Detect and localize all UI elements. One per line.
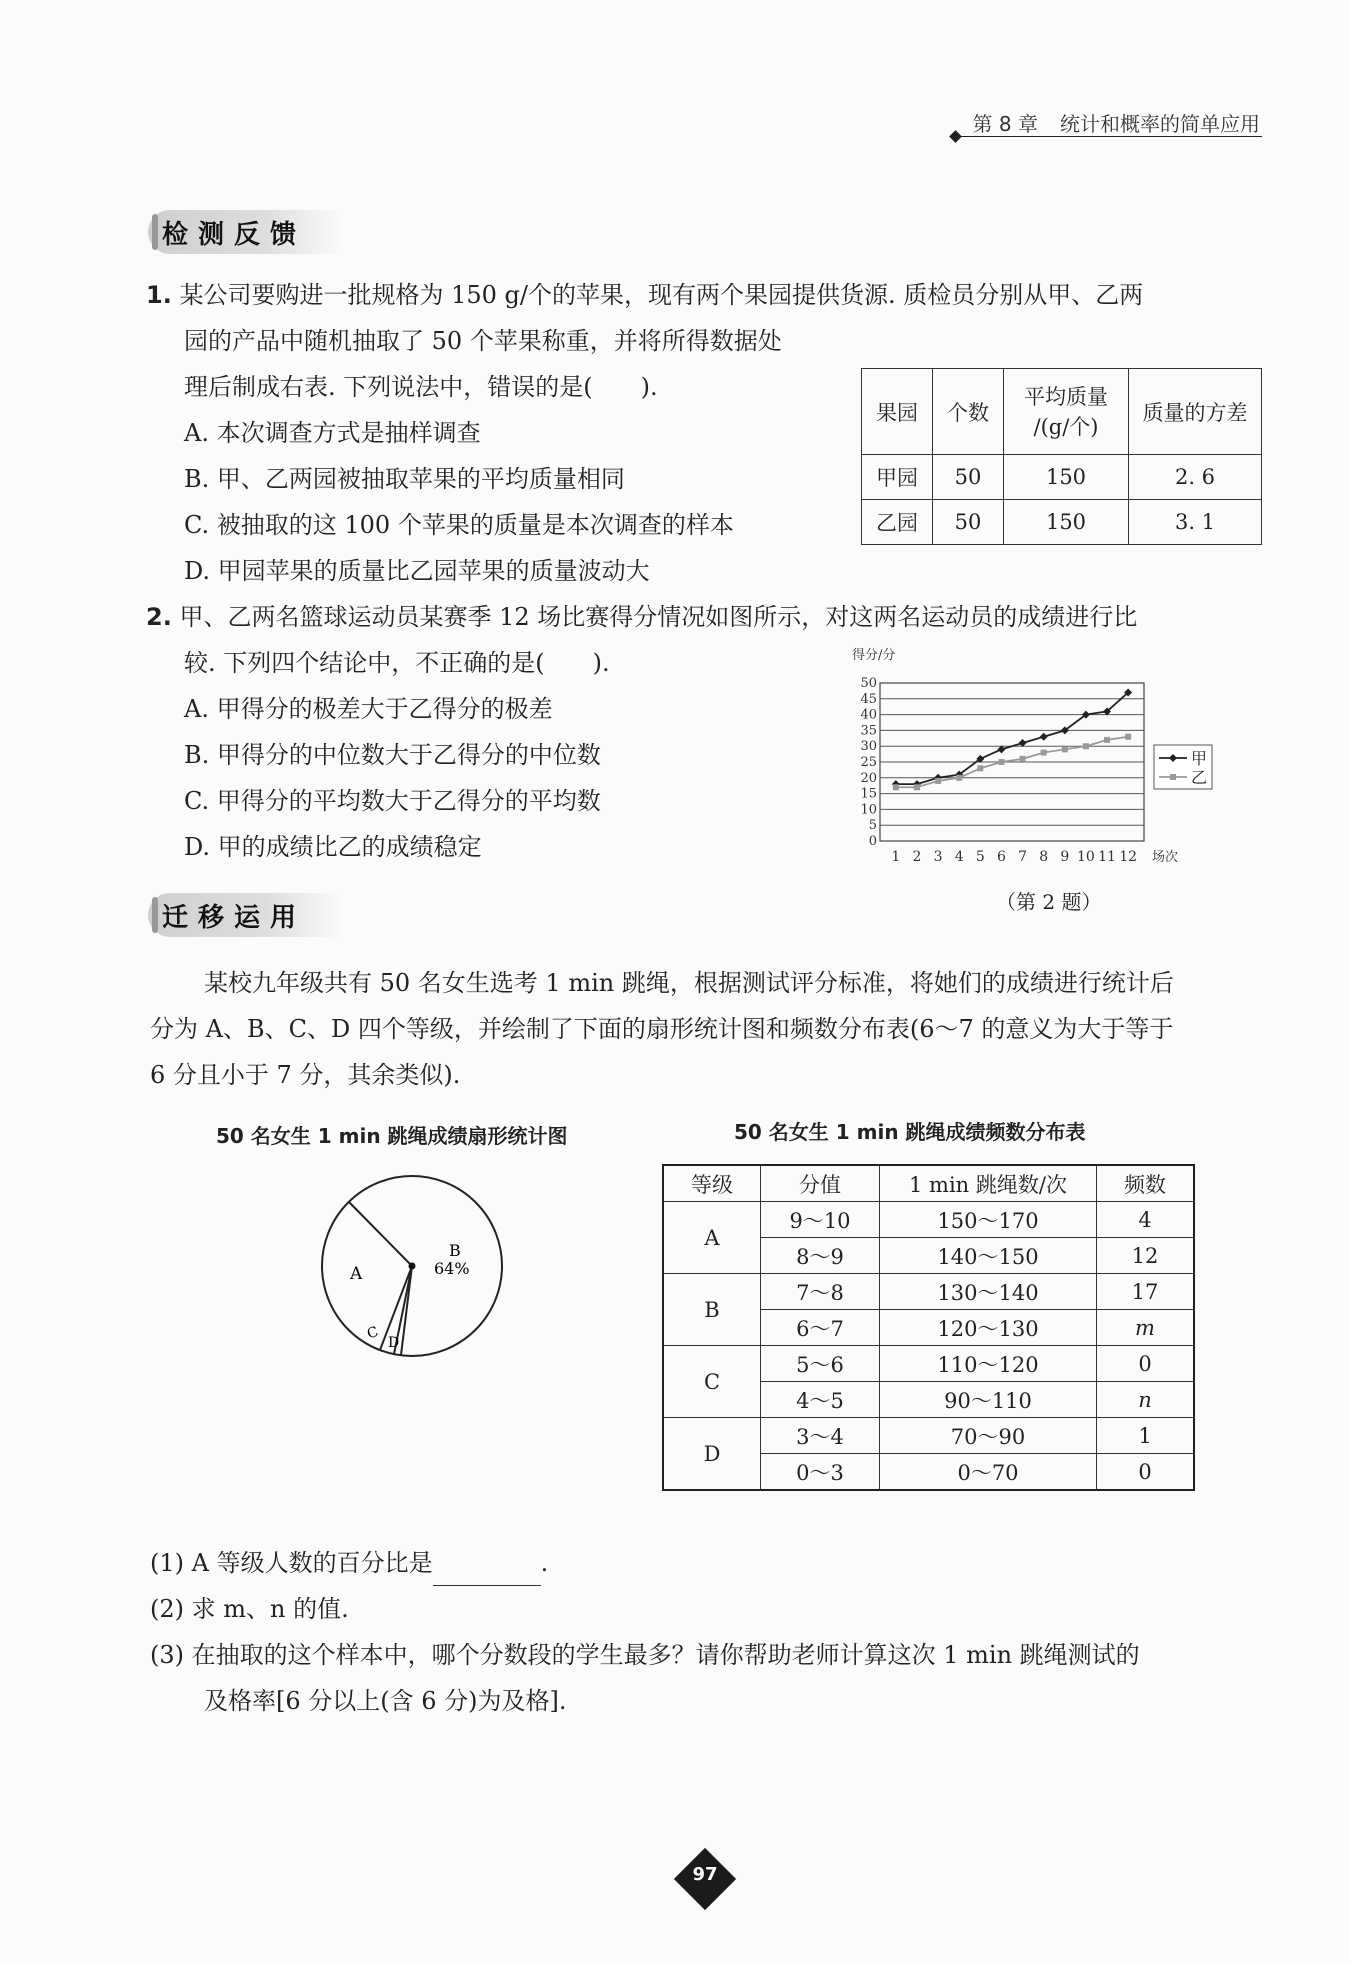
- table-row: [862, 500, 1262, 545]
- q1-stem-3: 理后制成右表. 下列说法中，错误的是( ).: [184, 373, 658, 401]
- table-cell: 50: [933, 455, 1004, 500]
- table-cell: 3. 1: [1129, 500, 1262, 545]
- table-cell: 5～6: [761, 1346, 880, 1382]
- table-row: [663, 1274, 1194, 1310]
- frequency-table-title: 50 名女生 1 min 跳绳成绩频数分布表: [734, 1120, 1086, 1144]
- y-tick-label: 5: [868, 818, 877, 834]
- table-cell: 0～3: [761, 1454, 880, 1491]
- q2-line1: [146, 594, 1137, 640]
- frequency-table: [662, 1164, 1195, 1491]
- grade-cell: C: [663, 1346, 761, 1418]
- data-point: [998, 759, 1004, 765]
- x-tick-label: 1: [891, 849, 901, 865]
- table-header-line: /(g/个): [1033, 414, 1099, 439]
- orchard-table: [861, 368, 1262, 545]
- table-header-row: [663, 1165, 1194, 1202]
- subquestion-1-end: .: [540, 1549, 549, 1577]
- subquestion-2: (2) 求 m、n 的值.: [150, 1595, 349, 1623]
- table-cell: 150～170: [880, 1202, 1097, 1238]
- table-row: [663, 1418, 1194, 1454]
- table-cell: 150: [1004, 500, 1129, 545]
- table-row: [862, 455, 1262, 500]
- table-cell: n: [1097, 1382, 1195, 1418]
- pie-divider-a: [349, 1202, 412, 1266]
- line-chart-svg: [850, 645, 1230, 875]
- table-cell: 7～8: [761, 1274, 880, 1310]
- figure-caption: （第 2 题）: [996, 890, 1102, 914]
- y-tick-label: 15: [860, 786, 877, 802]
- table-row: [663, 1202, 1194, 1238]
- pie-label-d: D: [388, 1335, 400, 1351]
- q1-line1: [146, 272, 1143, 318]
- y-tick-label: 0: [868, 834, 877, 849]
- legend-label: 乙: [1191, 768, 1208, 787]
- table-cell: 12: [1097, 1238, 1195, 1274]
- table-header-line: 平均质量: [1024, 384, 1108, 409]
- q2-number: 2.: [146, 603, 172, 631]
- q2-option-a: A. 甲得分的极差大于乙得分的极差: [184, 695, 553, 723]
- table-cell: 8～9: [761, 1238, 880, 1274]
- table-cell: 17: [1097, 1274, 1195, 1310]
- q2-option-d: D. 甲的成绩比乙的成绩稳定: [184, 833, 482, 861]
- x-tick-label: 11: [1098, 849, 1116, 865]
- grade-cell: D: [663, 1418, 761, 1491]
- grade-cell: A: [663, 1202, 761, 1274]
- table-cell: m: [1097, 1310, 1195, 1346]
- table-header-cell: 质量的方差: [1129, 369, 1262, 455]
- x-tick-label: 3: [933, 849, 943, 865]
- page-number: 97: [692, 1864, 718, 1885]
- chapter-header: [973, 108, 1260, 137]
- answer-blank: [433, 1557, 541, 1586]
- data-point: [1083, 743, 1089, 749]
- table-header-cell: [1004, 369, 1129, 455]
- table-header-cell: 频数: [1097, 1165, 1195, 1202]
- q1-stem-2: 园的产品中随机抽取了 50 个苹果称重，并将所得数据处: [184, 327, 782, 355]
- pie-label-b: B: [449, 1241, 461, 1260]
- y-tick-label: 25: [860, 755, 877, 770]
- x-tick-label: 5: [975, 849, 985, 865]
- y-tick-label: 45: [860, 691, 877, 707]
- table-cell: 乙园: [862, 500, 933, 545]
- table-cell: 0～70: [880, 1454, 1097, 1491]
- table-cell: 130～140: [880, 1274, 1097, 1310]
- table-row: [663, 1346, 1194, 1382]
- subquestion-3-line1: (3) 在抽取的这个样本中，哪个分数段的学生最多？请你帮助老师计算这次 1 min 跳绳测试的: [150, 1641, 1140, 1669]
- q1-option-a: A. 本次调查方式是抽样调查: [184, 419, 481, 447]
- subquestion-3-line2: 及格率[6 分以上(含 6 分)为及格].: [204, 1687, 567, 1715]
- y-tick-label: 40: [860, 707, 877, 723]
- pie-chart-title: 50 名女生 1 min 跳绳成绩扇形统计图: [216, 1124, 568, 1148]
- pie-label-b-percent: 64%: [434, 1259, 470, 1278]
- x-tick-label: 9: [1060, 849, 1070, 865]
- section-title-text: 迁移运用: [162, 902, 307, 933]
- section-title-transfer: [148, 893, 344, 937]
- table-header-cell: 1 min 跳绳数/次: [880, 1165, 1097, 1202]
- table-cell: 140～150: [880, 1238, 1097, 1274]
- table-cell: 70～90: [880, 1418, 1097, 1454]
- transfer-stem-2: 分为 A、B、C、D 四个等级，并绘制了下面的扇形统计图和频数分布表(6～7 的意义为大于等于: [150, 1015, 1174, 1043]
- table-header-cell: 个数: [933, 369, 1004, 455]
- x-tick-label: 12: [1119, 849, 1138, 865]
- x-tick-label: 8: [1039, 849, 1049, 865]
- y-tick-label: 20: [860, 770, 877, 786]
- chapter-number: 第 8 章: [972, 112, 1038, 136]
- data-point: [977, 765, 983, 771]
- q2-stem-2: 较. 下列四个结论中，不正确的是( ).: [184, 649, 610, 677]
- table-header-row: [862, 369, 1262, 455]
- data-point: [914, 784, 920, 790]
- table-cell: 4～5: [761, 1382, 880, 1418]
- section-title-text: 检测反馈: [162, 219, 307, 250]
- q1-option-c: C. 被抽取的这 100 个苹果的质量是本次调查的样本: [184, 511, 734, 539]
- table-cell: 50: [933, 500, 1004, 545]
- x-tick-label: 10: [1077, 849, 1095, 865]
- chapter-title: 统计和概率的简单应用: [1060, 112, 1260, 136]
- data-point: [1040, 733, 1048, 741]
- legend-label: 甲: [1191, 749, 1208, 768]
- pie-label-a: A: [350, 1264, 363, 1284]
- y-tick-label: 35: [860, 723, 877, 739]
- table-cell: 120～130: [880, 1310, 1097, 1346]
- table-cell: 9～10: [761, 1202, 880, 1238]
- score-line-chart: [850, 645, 1230, 879]
- table-header-cell: 果园: [862, 369, 933, 455]
- pie-chart: [318, 1172, 508, 1362]
- q1-number: 1.: [146, 281, 172, 309]
- series-line-1: [896, 692, 1128, 784]
- table-cell: 6～7: [761, 1310, 880, 1346]
- table-cell: 0: [1097, 1454, 1195, 1491]
- x-tick-label: 7: [1018, 849, 1028, 865]
- table-cell: 150: [1004, 455, 1129, 500]
- table-cell: 110～120: [880, 1346, 1097, 1382]
- data-point: [1020, 756, 1026, 762]
- legend-marker: [1170, 774, 1176, 780]
- q1-option-b: B. 甲、乙两园被抽取苹果的平均质量相同: [184, 465, 625, 493]
- subquestion-1-text: (1) A 等级人数的百分比是: [150, 1549, 433, 1577]
- table-cell: 0: [1097, 1346, 1195, 1382]
- data-point: [935, 778, 941, 784]
- q2-option-b: B. 甲得分的中位数大于乙得分的中位数: [184, 741, 601, 769]
- pie-label-c: C: [364, 1323, 381, 1343]
- table-header-cell: 分值: [761, 1165, 880, 1202]
- section-title-feedback: [148, 210, 344, 254]
- data-point: [1062, 746, 1068, 752]
- q1-stem-1: 某公司要购进一批规格为 150 g/个的苹果，现有两个果园提供货源. 质检员分别从甲、乙两: [179, 281, 1144, 309]
- table-cell: 1: [1097, 1418, 1195, 1454]
- table-cell: 3～4: [761, 1418, 880, 1454]
- transfer-stem-1: 某校九年级共有 50 名女生选考 1 min 跳绳，根据测试评分标准，将她们的成绩进行统计后: [204, 969, 1174, 997]
- q1-option-d: D. 甲园苹果的质量比乙园苹果的质量波动大: [184, 557, 650, 585]
- transfer-stem-3: 6 分且小于 7 分，其余类似).: [150, 1061, 461, 1089]
- table-cell: 2. 6: [1129, 455, 1262, 500]
- x-tick-label: 2: [912, 849, 922, 865]
- table-header-cell: 等级: [663, 1165, 761, 1202]
- data-point: [1041, 750, 1047, 756]
- q2-option-c: C. 甲得分的平均数大于乙得分的平均数: [184, 787, 601, 815]
- y-tick-label: 30: [860, 739, 877, 755]
- x-axis-label: 场次: [1152, 850, 1179, 865]
- x-tick-label: 4: [954, 849, 964, 865]
- table-cell: 甲园: [862, 455, 933, 500]
- x-tick-label: 6: [996, 849, 1006, 865]
- subquestion-1: [150, 1540, 548, 1586]
- data-point: [893, 784, 899, 790]
- table-cell: 4: [1097, 1202, 1195, 1238]
- pie-center-dot: [409, 1263, 416, 1270]
- q2-stem-1: 甲、乙两名篮球运动员某赛季 12 场比赛得分情况如图所示，对这两名运动员的成绩进行比: [179, 603, 1138, 631]
- data-point: [1125, 734, 1131, 740]
- table-cell: 90～110: [880, 1382, 1097, 1418]
- y-tick-label: 50: [860, 676, 877, 691]
- header-rule: [959, 136, 1262, 137]
- y-tick-label: 10: [860, 802, 877, 818]
- grade-cell: B: [663, 1274, 761, 1346]
- data-point: [1104, 737, 1110, 743]
- y-axis-label: 得分/分: [852, 648, 896, 663]
- data-point: [956, 775, 962, 781]
